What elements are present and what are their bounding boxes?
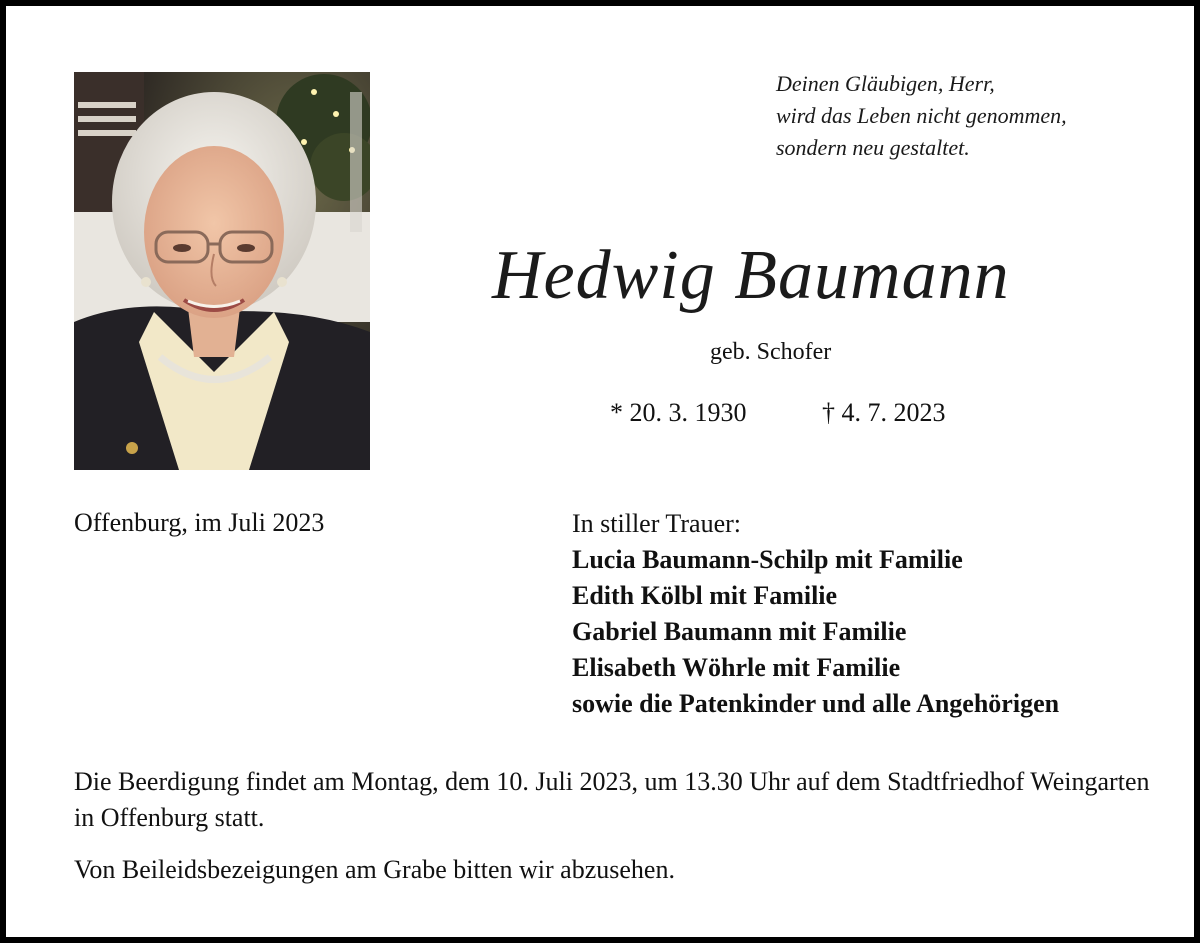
quote-line: Deinen Gläubigen, Herr, bbox=[776, 71, 995, 96]
death-date: † 4. 7. 2023 bbox=[822, 398, 946, 427]
birth-date: * 20. 3. 1930 bbox=[610, 398, 747, 427]
mourners-block bbox=[572, 506, 1059, 722]
deceased-name: Hedwig Baumann bbox=[492, 237, 1010, 314]
portrait-illustration bbox=[74, 72, 370, 470]
mourner-name: sowie die Patenkinder und alle Angehörigen bbox=[572, 689, 1060, 718]
mourner-name: Elisabeth Wöhrle mit Familie bbox=[572, 653, 901, 682]
quote-line: sondern neu gestaltet. bbox=[776, 135, 970, 160]
portrait-photo bbox=[74, 72, 370, 470]
mourner-name: Lucia Baumann-Schilp mit Familie bbox=[572, 545, 963, 574]
mourner-name: Edith Kölbl mit Familie bbox=[572, 581, 838, 610]
condolence-notice: Von Beileidsbezeigungen am Grabe bitten wir abzusehen. bbox=[74, 855, 675, 884]
mourner-name: Gabriel Baumann mit Familie bbox=[572, 617, 907, 646]
funeral-notice: Die Beerdigung findet am Montag, dem 10. Juli 2023, um 13.30 Uhr auf dem Stadtfriedhof Weingarten in Offenburg statt. bbox=[74, 767, 1150, 832]
maiden-name: geb. Schofer bbox=[710, 339, 832, 365]
quote-line: wird das Leben nicht genommen, bbox=[776, 103, 1067, 128]
place-and-date: Offenburg, im Juli 2023 bbox=[74, 508, 325, 537]
mourners-intro: In stiller Trauer: bbox=[572, 509, 741, 538]
bible-quote bbox=[776, 68, 1067, 164]
